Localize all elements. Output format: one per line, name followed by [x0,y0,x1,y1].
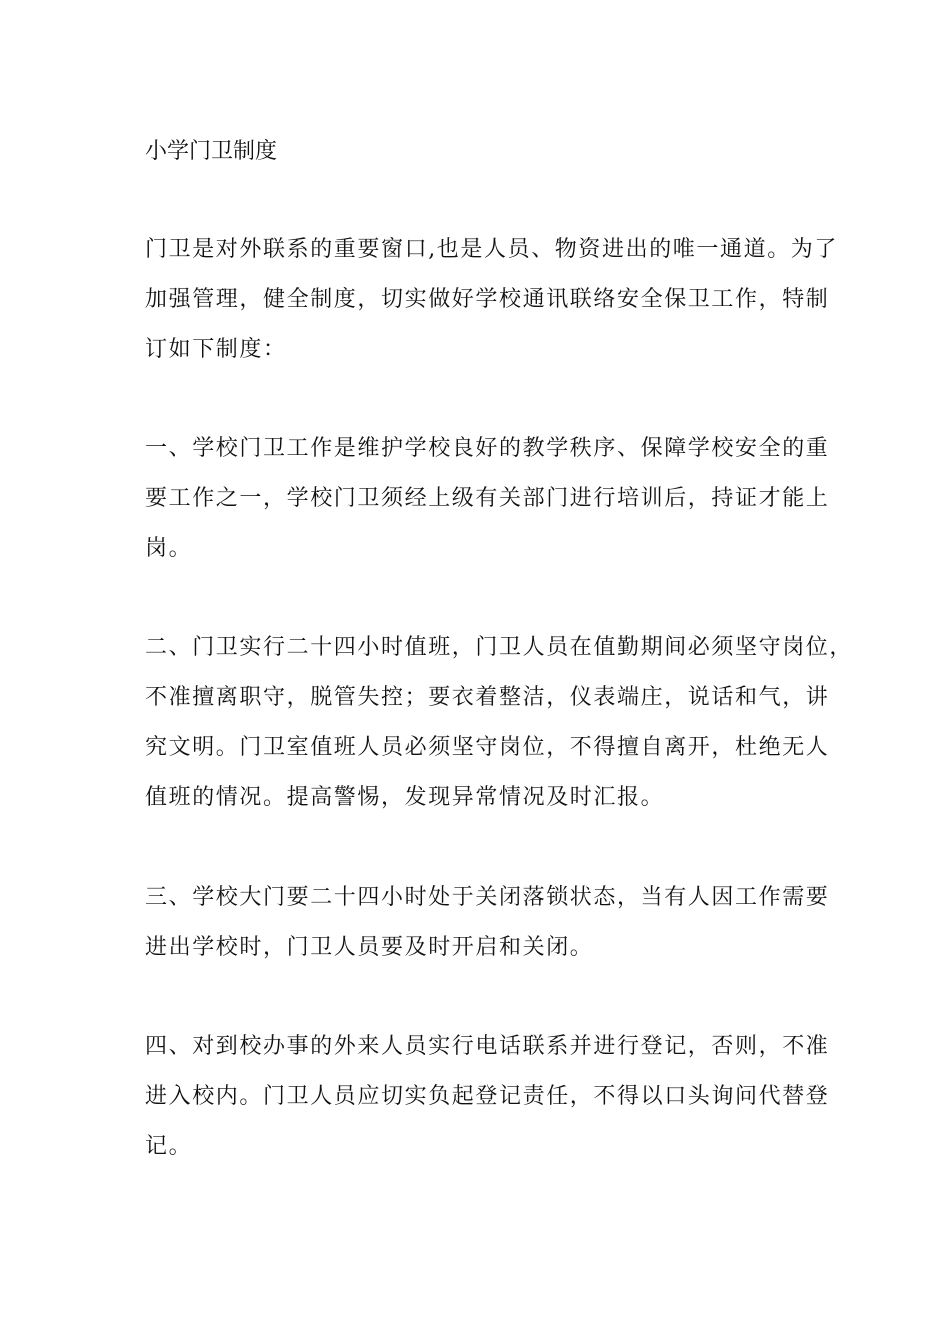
paragraph-line: 门卫是对外联系的重要窗口,也是人员、物资进出的唯一通道。为了 [145,237,838,262]
paragraph-line: 岗。 [145,536,193,561]
paragraph-line: 要工作之一，学校门卫须经上级有关部门进行培训后，持证才能上 [145,486,830,511]
paragraph-rule-4 [145,1022,829,1172]
paragraph-rule-2 [145,623,853,823]
paragraph-rule-1 [145,424,829,574]
paragraph-line: 四、对到校办事的外来人员实行电话联系并进行登记，否则，不准 [145,1034,830,1059]
paragraph-intro [145,225,838,375]
paragraph-rule-3 [145,873,829,973]
document-title: 小学门卫制度 [145,139,278,164]
paragraph-line: 究文明。门卫室值班人员必须坚守岗位，不得擅自离开，杜绝无人 [145,735,830,760]
paragraph-line: 进入校内。门卫人员应切实负起登记责任，不得以口头询问代替登 [145,1084,830,1109]
paragraph-line: 三、学校大门要二十四小时处于关闭落锁状态，当有人因工作需要 [145,885,830,910]
paragraph-line: 二、门卫实行二十四小时值班，门卫人员在值勤期间必须坚守岗位， [145,635,854,660]
paragraph-line: 加强管理，健全制度，切实做好学校通讯联络安全保卫工作，特制 [145,287,830,312]
paragraph-line: 不准擅离职守，脱管失控；要衣着整洁，仪表端庄，说话和气，讲 [145,685,830,710]
paragraph-line: 值班的情况。提高警惕，发现异常情况及时汇报。 [145,785,665,810]
paragraph-line: 订如下制度： [145,337,287,362]
paragraph-line: 一、学校门卫工作是维护学校良好的教学秩序、保障学校安全的重 [145,436,830,461]
paragraph-line: 进出学校时，门卫人员要及时开启和关闭。 [145,935,594,960]
paragraph-line: 记。 [145,1134,193,1159]
